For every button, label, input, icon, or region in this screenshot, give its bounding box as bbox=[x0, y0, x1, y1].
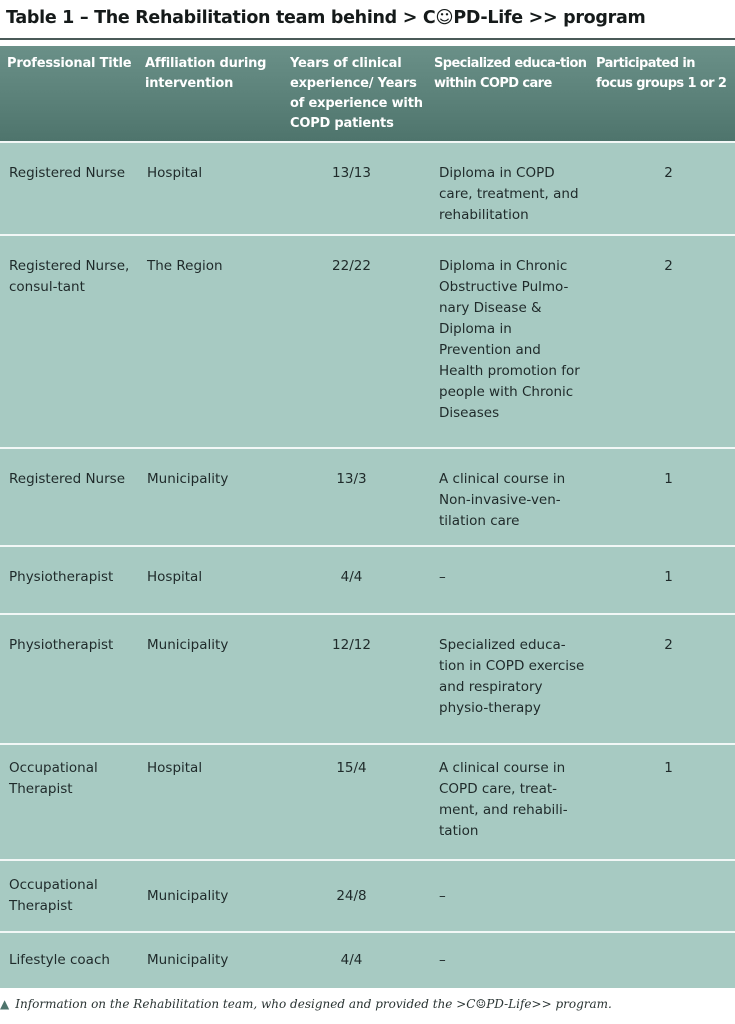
cell-focus-group: 2 bbox=[664, 637, 673, 653]
header-specialized-education: Specialized educa-tion within COPD care bbox=[434, 56, 587, 91]
header-affiliation: Affiliation during intervention bbox=[145, 56, 267, 91]
table-row bbox=[0, 932, 735, 988]
table-title: Table 1 – The Rehabilitation team behind > C☺PD-Life >> program bbox=[6, 8, 646, 28]
cell-focus-group: 1 bbox=[664, 569, 673, 585]
table-row bbox=[0, 860, 735, 932]
cell-focus-group: 1 bbox=[664, 471, 673, 487]
cell-education: – bbox=[439, 887, 446, 904]
cell-focus-group: 2 bbox=[664, 165, 673, 181]
cell-years: 13/13 bbox=[332, 165, 371, 181]
cell-affiliation: Municipality bbox=[147, 471, 229, 487]
cell-education: A clinical course in Non-invasive-ven-tilation care bbox=[439, 471, 566, 529]
table-row bbox=[0, 744, 735, 860]
cell-title: Registered Nurse bbox=[9, 165, 125, 181]
header-focus-groups: Participated in focus groups 1 or 2 bbox=[596, 56, 727, 91]
cell-years: 13/3 bbox=[336, 471, 367, 487]
cell-title: Registered Nurse bbox=[9, 471, 125, 487]
cell-years: 12/12 bbox=[332, 637, 371, 653]
table-header-row bbox=[0, 46, 735, 142]
cell-years: 4/4 bbox=[340, 569, 363, 585]
cell-focus-group bbox=[592, 860, 735, 932]
cell-title: Registered Nurse, consul-tant bbox=[9, 258, 130, 295]
table-row bbox=[0, 448, 735, 546]
table-row bbox=[0, 142, 735, 235]
table-row bbox=[0, 546, 735, 614]
cell-education: Diploma in COPD care, treatment, and rehabilitation bbox=[439, 165, 579, 223]
title-rule bbox=[0, 38, 735, 40]
caption-text: Information on the Rehabilitation team, who designed and provided the >C☺PD-Life>> program. bbox=[15, 997, 612, 1011]
rehabilitation-team-table bbox=[0, 46, 735, 988]
table-caption bbox=[0, 997, 735, 1011]
cell-affiliation: Municipality bbox=[147, 952, 229, 968]
cell-education: A clinical course in COPD care, treat-ment, and rehabili-tation bbox=[439, 760, 568, 839]
cell-affiliation: The Region bbox=[147, 258, 223, 274]
cell-title: Physiotherapist bbox=[9, 637, 114, 653]
cell-affiliation: Hospital bbox=[147, 760, 203, 776]
cell-affiliation: Municipality bbox=[147, 637, 229, 653]
cell-focus-group: 2 bbox=[664, 258, 673, 274]
cell-years: 24/8 bbox=[336, 887, 367, 904]
cell-education: – bbox=[439, 569, 446, 585]
cell-affiliation: Hospital bbox=[147, 165, 203, 181]
cell-education: – bbox=[439, 952, 446, 968]
cell-years: 15/4 bbox=[336, 760, 367, 776]
table-row bbox=[0, 235, 735, 448]
cell-focus-group bbox=[592, 932, 735, 988]
cell-focus-group: 1 bbox=[664, 760, 673, 776]
cell-affiliation: Municipality bbox=[147, 887, 229, 904]
cell-education: Specialized educa-tion in COPD exercise and respiratory physio-therapy bbox=[439, 637, 585, 716]
cell-title: Occupational Therapist bbox=[9, 760, 98, 797]
cell-title: Occupational Therapist bbox=[9, 877, 98, 914]
cell-title: Physiotherapist bbox=[9, 569, 114, 585]
cell-education: Diploma in Chronic Obstructive Pulmo-nary Disease & Diploma in Prevention and Health promotion for people with Chronic Diseases bbox=[439, 258, 580, 421]
header-years-experience: Years of clinical experience/ Years of experience with COPD patients bbox=[290, 56, 423, 131]
header-professional-title: Professional Title bbox=[7, 56, 132, 71]
cell-affiliation: Hospital bbox=[147, 569, 203, 585]
cell-title: Lifestyle coach bbox=[9, 952, 110, 968]
caret-up-icon: ▲ bbox=[0, 997, 10, 1011]
table-row bbox=[0, 614, 735, 744]
cell-years: 22/22 bbox=[332, 258, 371, 274]
cell-years: 4/4 bbox=[340, 952, 363, 968]
